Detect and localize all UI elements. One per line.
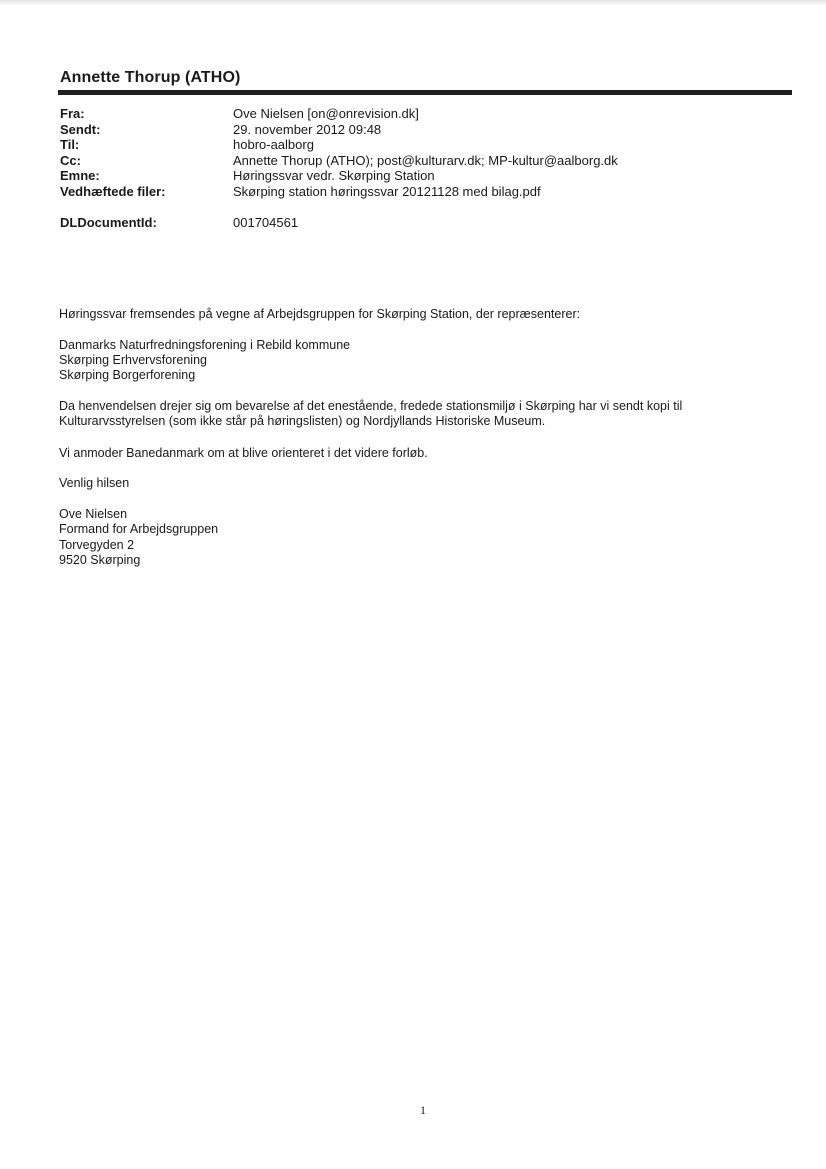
paragraph-line: Kulturarvsstyrelsen (som ikke står på høringslisten) og Nordjyllands Historiske Museum. [59, 414, 546, 428]
sent-value: 29. november 2012 09:48 [233, 122, 382, 137]
document-id-label: DLDocumentId: [60, 215, 157, 230]
organization-item: Danmarks Naturfredningsforening i Rebild kommune [59, 338, 351, 352]
scan-edge [0, 0, 826, 6]
to-value: hobro-aalborg [233, 137, 314, 152]
cc-value: Annette Thorup (ATHO); post@kulturarv.dk; MP-kultur@aalborg.dk [233, 153, 618, 168]
attachments-label: Vedhæftede filer: [60, 184, 166, 199]
attachments-value: Skørping station høringssvar 20121128 med bilag.pdf [233, 184, 541, 199]
signature-line: 9520 Skørping [59, 553, 141, 567]
to-label: Til: [60, 137, 80, 152]
page-number: 1 [420, 1103, 426, 1117]
from-value: Ove Nielsen [on@onrevision.dk] [233, 106, 419, 121]
intro-text: Høringssvar fremsendes på vegne af Arbejdsgruppen for Skørping Station, der repræsenterer: [59, 307, 581, 321]
subject-label: Emne: [60, 168, 100, 183]
document-id-value: 001704561 [233, 215, 299, 230]
from-label: Fra: [60, 106, 85, 121]
closing-text: Venlig hilsen [59, 476, 130, 490]
sent-label: Sendt: [60, 122, 101, 137]
signature-line: Torvegyden 2 [59, 538, 135, 552]
cc-label: Cc: [60, 153, 81, 168]
subject-value: Høringssvar vedr. Skørping Station [233, 168, 435, 183]
organization-item: Skørping Borgerforening [59, 368, 196, 382]
document-title: Annette Thorup (ATHO) [60, 69, 241, 86]
paragraph-line: Da henvendelsen drejer sig om bevarelse af det enestående, fredede stationsmiljø i Skørping har vi sendt kopi til [59, 399, 683, 413]
paragraph-text: Vi anmoder Banedanmark om at blive orienteret i det videre forløb. [59, 446, 428, 460]
organization-item: Skørping Erhvervsforening [59, 353, 207, 367]
signature-line: Formand for Arbejdsgruppen [59, 522, 219, 536]
title-divider [58, 90, 792, 95]
signature-line: Ove Nielsen [59, 507, 128, 521]
